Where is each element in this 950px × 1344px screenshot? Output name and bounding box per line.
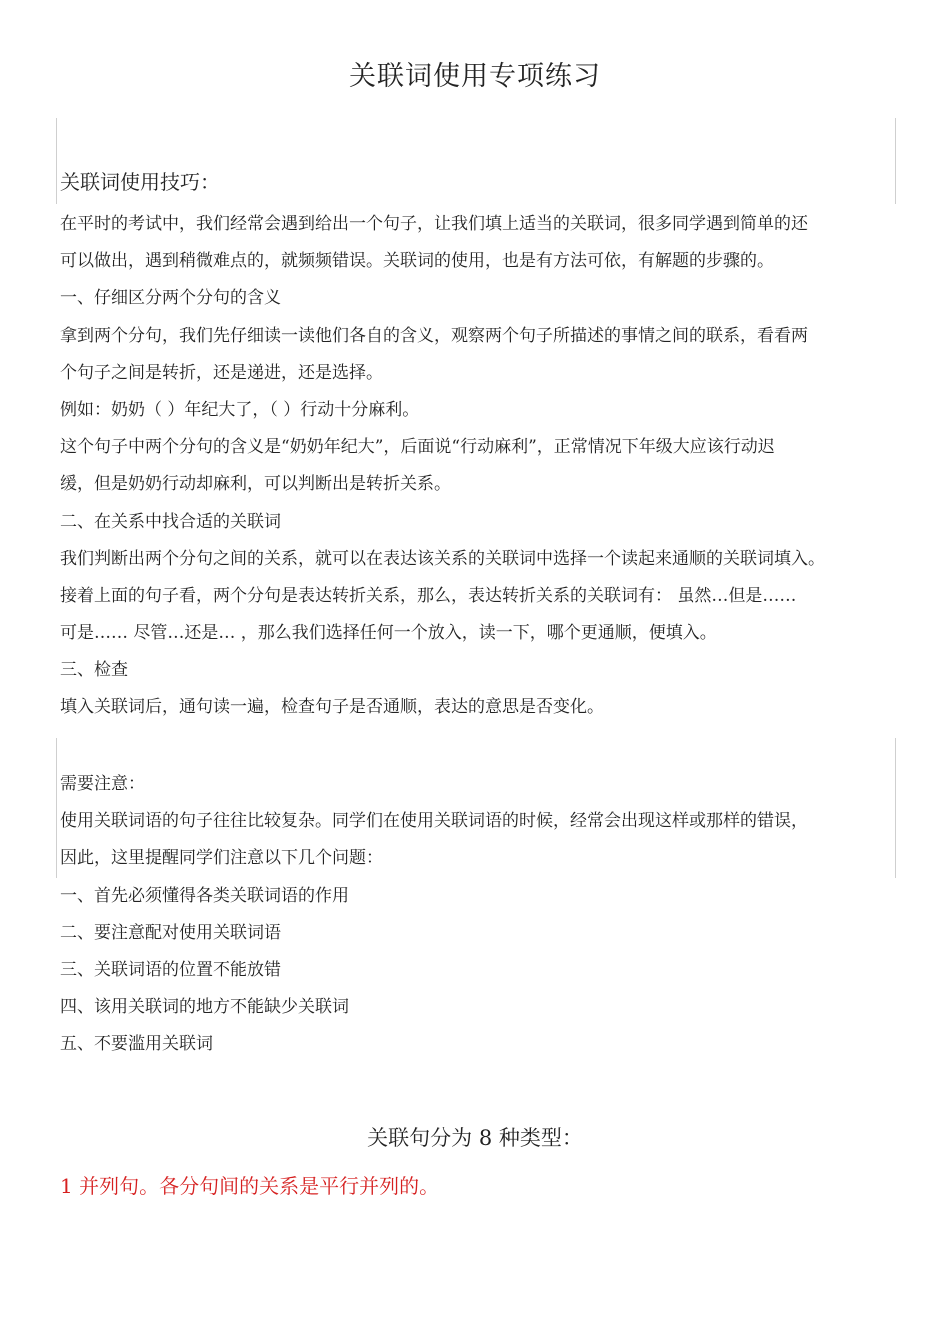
types-first-item: 1 并列句。各分句间的关系是平行并列的。 bbox=[60, 1174, 440, 1198]
notes-item: 三、关联词语的位置不能放错 bbox=[60, 959, 281, 980]
notes-body bbox=[60, 766, 910, 1064]
notes-item: 一、首先必须懂得各类关联词语的作用 bbox=[60, 885, 349, 906]
notes-item: 五、不要滥用关联词 bbox=[60, 1034, 213, 1055]
tips-line: 填入关联词后，通句读一遍，检查句子是否通顺，表达的意思是否变化。 bbox=[60, 697, 604, 718]
page-title: 关联词使用专项练习 bbox=[349, 61, 601, 92]
tips-line: 个句子之间是转折，还是递进，还是选择。 bbox=[60, 362, 383, 383]
tips-heading: 关联词使用技巧： bbox=[60, 170, 220, 194]
tips-step-heading: 一、仔细区分两个分句的含义 bbox=[60, 288, 281, 309]
tips-line: 可以做出，遇到稍微难点的，就频频错误。关联词的使用，也是有方法可依，有解题的步骤的。 bbox=[60, 251, 774, 272]
notes-heading: 需要注意： bbox=[60, 774, 145, 794]
types-heading: 关联句分为 8 种类型： bbox=[367, 1126, 583, 1150]
tips-line: 接着上面的句子看，两个分句是表达转折关系，那么，表达转折关系的关联词有： 虽然…但是…… bbox=[60, 585, 797, 606]
notes-item: 四、该用关联词的地方不能缺少关联词 bbox=[60, 997, 349, 1018]
tips-line: 拿到两个分句，我们先仔细读一读他们各自的含义，观察两个句子所描述的事情之间的联系，看看两 bbox=[60, 325, 808, 346]
tips-line: 缓，但是奶奶行动却麻利，可以判断出是转折关系。 bbox=[60, 474, 451, 495]
tips-line: 在平时的考试中，我们经常会遇到给出一个句子，让我们填上适当的关联词，很多同学遇到简单的还 bbox=[60, 214, 808, 234]
tips-line: 这个句子中两个分句的含义是“奶奶年纪大”，后面说“行动麻利”，正常情况下年级大应该行动迟 bbox=[60, 437, 775, 458]
tips-example: 例如：奶奶（ ）年纪大了，（ ）行动十分麻利。 bbox=[60, 399, 420, 420]
notes-line: 因此，这里提醒同学们注意以下几个问题： bbox=[60, 848, 383, 869]
notes-line: 使用关联词语的句子往往比较复杂。同学们在使用关联词语的时候，经常会出现这样或那样的错误， bbox=[60, 811, 808, 832]
tips-body bbox=[60, 206, 910, 727]
tips-step-heading: 三、检查 bbox=[60, 660, 128, 681]
tips-line: 可是…… 尽管…还是… ，那么我们选择任何一个放入，读一下，哪个更通顺，便填入。 bbox=[60, 623, 717, 644]
notes-item: 二、要注意配对使用关联词语 bbox=[60, 922, 281, 943]
tips-step-heading: 二、在关系中找合适的关联词 bbox=[60, 511, 281, 532]
tips-line: 我们判断出两个分句之间的关系，就可以在表达该关系的关联词中选择一个读起来通顺的关联词填入。 bbox=[60, 548, 825, 569]
